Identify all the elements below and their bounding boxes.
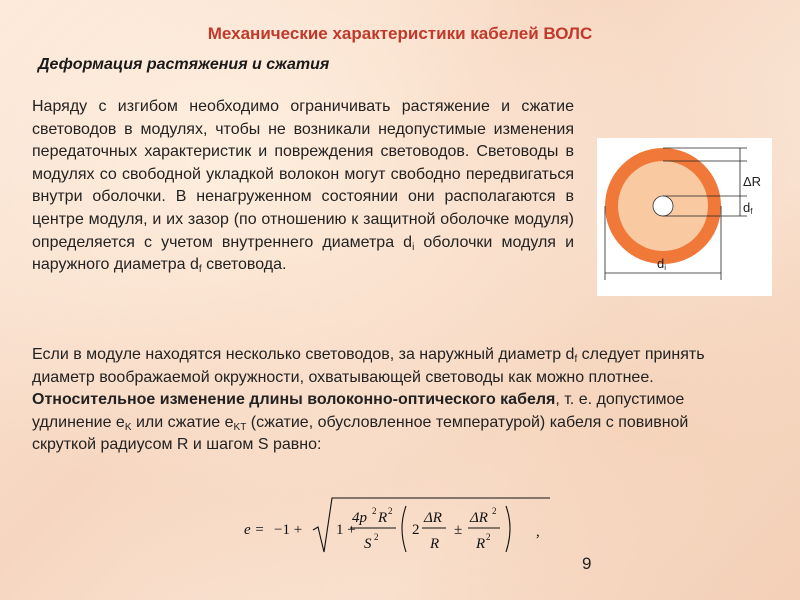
formula-exp-d: 2 <box>492 506 497 516</box>
formula-delta-r: ΔR <box>424 510 442 526</box>
formula-r2: R <box>476 536 486 552</box>
cable-cross-section-figure <box>597 138 772 296</box>
subscript-k: K <box>124 421 132 433</box>
paragraph-text-mid: оболочки модуля и наружного диаметра d <box>32 233 575 274</box>
formula-two: 2 <box>412 522 420 538</box>
left-paren <box>402 506 406 552</box>
label-df: df <box>743 200 753 216</box>
fiber-core <box>653 196 673 216</box>
label-di: di <box>657 256 667 272</box>
formula-svg <box>240 492 560 564</box>
subscript-f: f <box>198 264 202 276</box>
label-delta-r: ΔR <box>743 174 762 189</box>
formula-pm: ± <box>454 522 463 538</box>
formula-minus-one: −1 + <box>274 522 303 538</box>
formula-4p: 4p <box>352 510 367 526</box>
text-line-end: следует принять диаметр воображаемой окружности, охватывающей световоды как можно плотнее. <box>32 346 705 386</box>
text-after-bold: , т. е. допустимое удлинение e <box>32 391 685 431</box>
paragraph-text: Наряду с изгибом необходимо ограничивать растяжение и сжатие световодов в модулях, чтобы не возникали недопустимые изменения передаточных характеристик и повреждения световодов. Световоды в модулях со свободной укладкой волокон могут свободно передвигаться внутри оболочки. В ненагруженном состоянии они располагаются в центре модуля, и их зазор (по отношению к защитной оболочке модуля) определяется с учетом внутреннего диаметра d <box>32 98 574 251</box>
formula-comma: , <box>536 524 540 540</box>
formula-exp-e: 2 <box>486 532 491 542</box>
formula-delta-r2: ΔR <box>470 510 488 526</box>
subscript-f2: f <box>574 354 578 365</box>
page-number: 9 <box>582 554 592 573</box>
text-middle: или сжатие e <box>131 413 234 431</box>
formula-r-den: R <box>430 536 440 552</box>
formula-exp-a: 2 <box>372 506 377 516</box>
formula-exp-c: 2 <box>374 532 379 542</box>
elongation-formula <box>240 492 560 564</box>
paragraph-multiple-fibers <box>32 344 752 457</box>
formula-one-plus: 1 + <box>336 522 356 538</box>
right-paren <box>506 506 510 552</box>
paragraph-deformation <box>32 96 574 277</box>
paragraph-text-end: световода. <box>201 256 287 274</box>
text-end: (сжатие, обусловленное температурой) кабеля с повивной скруткой радиусом R и шагом S равно: <box>32 413 689 454</box>
cable-cross-section-diagram <box>597 138 772 296</box>
formula-lhs: e = <box>244 522 265 538</box>
slide-title: Механические характеристики кабелей ВОЛС <box>207 24 593 43</box>
text-line: Если в модуле находятся несколько световодов, за наружный диаметр d <box>32 346 575 363</box>
formula-exp-b: 2 <box>388 506 393 516</box>
bold-term: Относительное изменение длины волоконно-оптического кабеля <box>32 391 556 409</box>
subscript-kt: KT <box>233 421 247 433</box>
slide-subtitle: Деформация растяжения и сжатия <box>38 56 330 73</box>
formula-s: S <box>364 536 372 552</box>
formula-r1: R <box>378 510 388 526</box>
subscript-i: i <box>412 241 415 253</box>
